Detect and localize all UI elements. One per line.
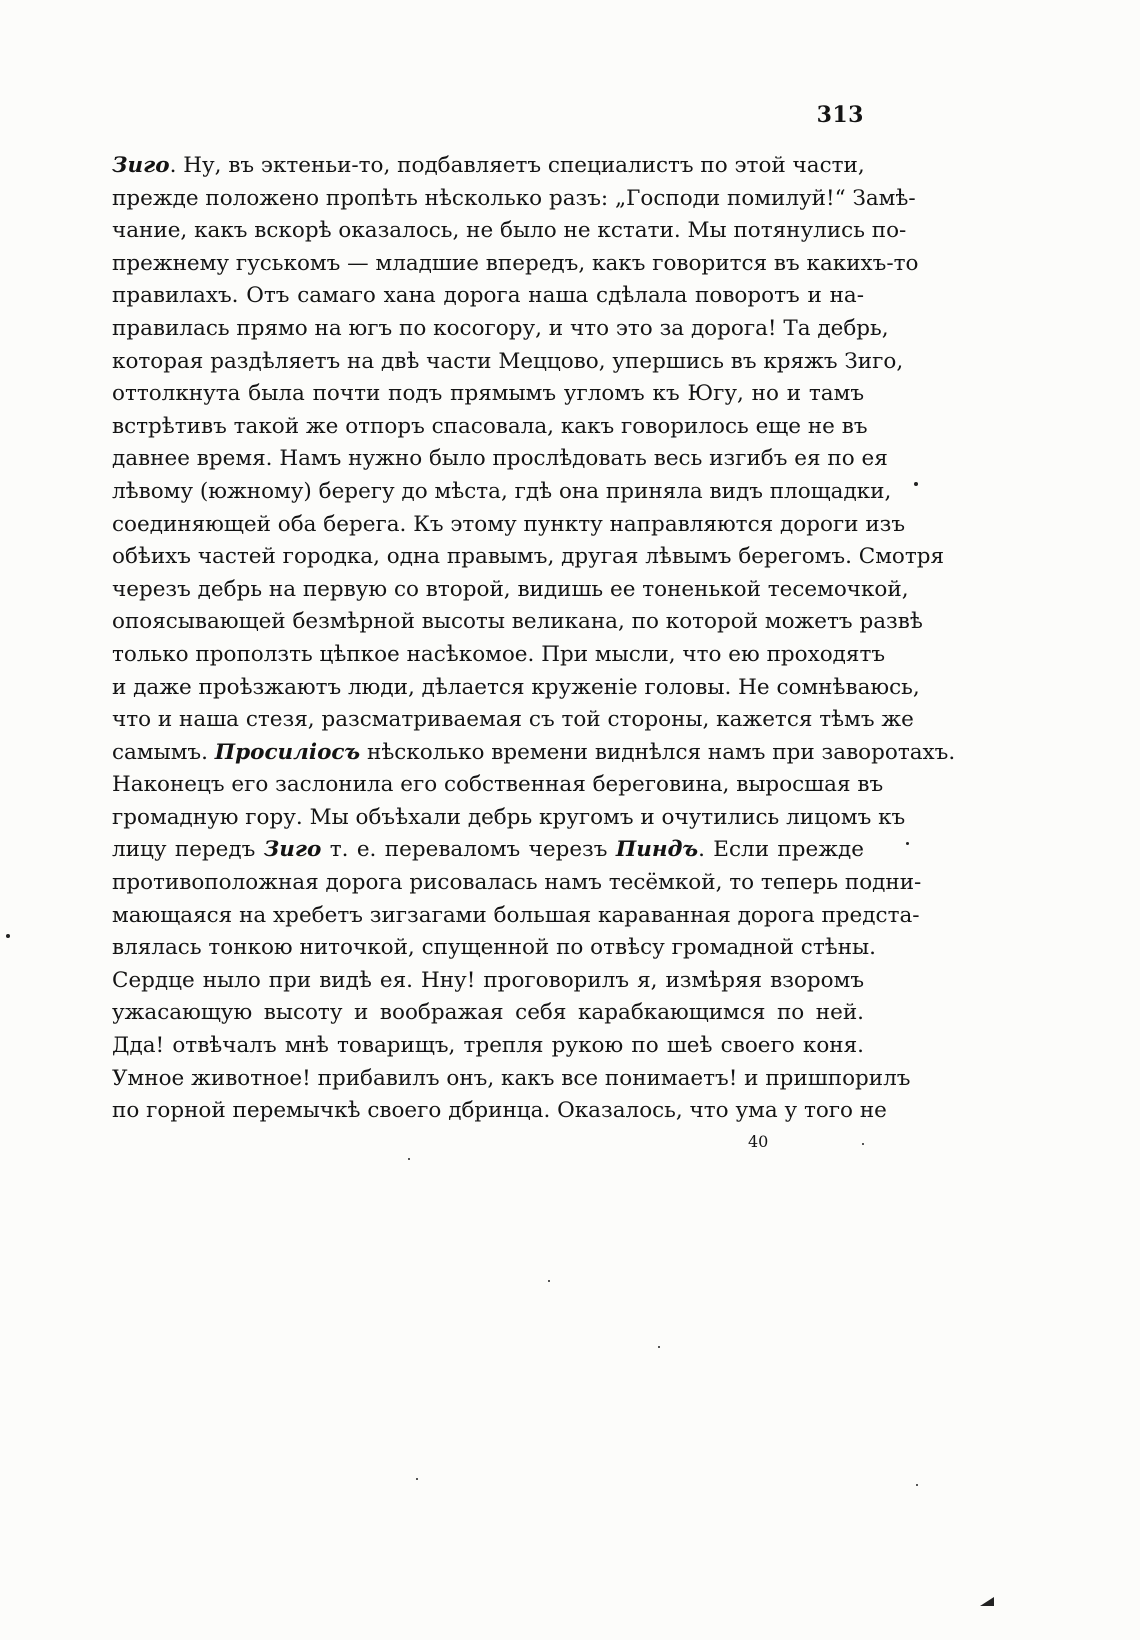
text-segment: самымъ. <box>112 739 215 765</box>
corner-mark-icon <box>980 1597 994 1606</box>
text-segment: т. е. переваломъ черезъ <box>321 837 616 863</box>
text-segment: лицу передъ <box>112 837 264 863</box>
text-line <box>112 313 889 346</box>
text-segment: что и наша стезя, разсматриваемая съ той стороны, кажется тѣмъ же <box>112 707 914 733</box>
text-segment: Сердце ныло при видѣ ея. Нну! проговорилъ я, измѣряя взоромъ <box>112 967 864 993</box>
text-segment: влялась тонкою ниточкой, спущенной по отвѣсу громадной стѣны. <box>112 935 876 961</box>
text-segment: чание, какъ вскорѣ оказалось, не было не кстати. Мы потянулись по- <box>112 218 907 244</box>
text-segment: противоположная дорога рисовалась намъ тесёмкой, то теперь подни- <box>112 870 922 896</box>
scan-speck <box>914 482 918 486</box>
scan-speck <box>658 1346 660 1348</box>
text-line <box>112 1063 911 1096</box>
text-segment: прежнему гуськомъ — младшие впередъ, какъ говорится въ какихъ-то <box>112 250 919 276</box>
text-line <box>112 541 945 574</box>
text-line <box>112 704 914 737</box>
text-line <box>112 867 922 900</box>
text-segment: Умное животное! прибавилъ онъ, какъ все понимаетъ! и пришпорилъ <box>112 1065 911 1091</box>
text-line <box>112 834 864 867</box>
text-segment: давнее время. Намъ нужно было прослѣдовать весь изгибъ ея по ея <box>112 446 888 472</box>
emphasized-name: Зиго <box>112 153 170 178</box>
page-number: 313 <box>816 102 864 128</box>
emphasized-name: Пиндъ <box>615 837 699 863</box>
text-line <box>112 346 904 379</box>
text-line <box>112 1030 864 1063</box>
text-line <box>112 737 956 770</box>
scan-speck <box>862 1143 864 1145</box>
text-line <box>112 476 892 509</box>
scan-speck <box>916 1484 918 1486</box>
text-segment: встрѣтивъ такой же отпоръ спасовала, какъ говорилось еще не въ <box>112 413 868 439</box>
text-line <box>112 639 886 672</box>
text-segment: соединяющей оба берега. Къ этому пункту направляются дороги изъ <box>112 511 906 537</box>
text-line <box>112 150 864 183</box>
scan-speck <box>408 1158 410 1160</box>
text-segment: нѣсколько времени виднѣлся намъ при заворотахъ. <box>360 739 956 765</box>
text-line <box>112 215 907 248</box>
text-segment: лѣвому (южному) берегу до мѣста, гдѣ она приняла видъ площадки, <box>112 478 892 504</box>
text-segment: ужасающую высоту и воображая себя карабкающимся по ней. <box>112 1000 864 1026</box>
text-segment: . Если прежде <box>698 837 864 863</box>
text-segment: прежде положено пропѣть нѣсколько разъ: „Господи помилуй!“ Замѣ- <box>112 185 916 211</box>
text-segment: опоясывающей безмѣрной высоты великана, по которой можетъ развѣ <box>112 609 923 635</box>
text-segment: и даже проѣзжаютъ люди, дѣлается круженіе головы. Не сомнѣваюсь, <box>112 674 920 700</box>
text-line <box>112 411 868 444</box>
text-line <box>112 280 864 313</box>
text-segment: которая раздѣляетъ на двѣ части Меццово, упершись въ кряжъ Зиго, <box>112 348 904 374</box>
text-segment: обѣихъ частей городка, одна правымъ, другая лѣвымъ берегомъ. Смотря <box>112 544 945 570</box>
text-line <box>112 443 888 476</box>
text-segment: Наконецъ его заслонила его собственная береговина, выросшая въ <box>112 772 884 798</box>
text-line <box>112 183 916 216</box>
text-line <box>112 672 920 705</box>
text-line <box>112 932 876 965</box>
text-segment: черезъ дебрь на первую со второй, видишь ее тоненькой тесемочкой, <box>112 576 909 602</box>
text-line <box>112 997 864 1030</box>
scan-speck <box>416 1478 418 1480</box>
text-line <box>112 378 864 411</box>
text-line <box>112 965 864 998</box>
text-segment: Дда! отвѣчалъ мнѣ товарищъ, трепля рукою по шеѣ своего коня. <box>112 1033 864 1059</box>
text-segment: правилась прямо на югъ по косогору, и что это за дорога! Та дебрь, <box>112 315 889 341</box>
text-line <box>112 574 909 607</box>
text-segment: мающаяся на хребетъ зигзагами большая караванная дорога предста- <box>112 902 920 928</box>
text-line <box>112 769 884 802</box>
body-text <box>112 150 956 1128</box>
text-line <box>112 606 923 639</box>
text-segment: громадную гору. Мы объѣхали дебрь кругомъ и очутились лицомъ къ <box>112 804 906 830</box>
text-segment: только проползть цѣпкое насѣкомое. При мысли, что ею проходятъ <box>112 641 886 667</box>
text-line <box>112 248 919 281</box>
text-segment: оттолкнута была почти подъ прямымъ угломъ къ Югу, но и тамъ <box>112 381 864 407</box>
text-segment: по горной перемычкѣ своего дбринца. Оказалось, что ума у того не <box>112 1098 887 1124</box>
text-line <box>112 1095 887 1128</box>
text-line <box>112 802 906 835</box>
emphasized-name: Просиліосъ <box>214 739 361 765</box>
emphasized-name: Зиго <box>263 837 322 863</box>
scan-speck <box>548 1280 550 1282</box>
text-line <box>112 509 906 542</box>
scan-speck <box>6 934 10 938</box>
signature-mark: 40 <box>748 1132 769 1151</box>
text-line <box>112 900 920 933</box>
scan-speck <box>906 842 909 845</box>
text-segment: . Ну, въ эктеньи-то, подбавляетъ специалистъ по этой части, <box>169 153 865 178</box>
text-segment: правилахъ. Отъ самаго хана дорога наша сдѣлала поворотъ и на- <box>112 283 864 309</box>
